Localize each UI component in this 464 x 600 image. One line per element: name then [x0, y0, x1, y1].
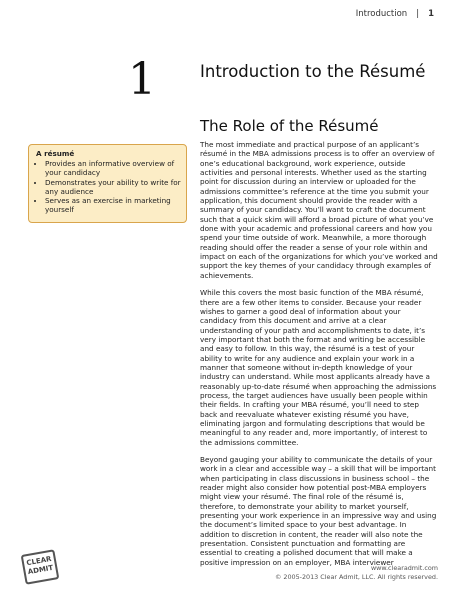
- sidebar-title: A résumé: [36, 149, 75, 158]
- running-header: [356, 9, 434, 19]
- chapter-number: 1: [128, 54, 156, 105]
- section-heading: The Role of the Résumé: [200, 117, 379, 135]
- page-number: 1: [428, 9, 434, 19]
- sidebar-item: • Demonstrates your ability to write for any audience: [45, 178, 181, 196]
- chapter-title: Introduction to the Résumé: [200, 62, 426, 81]
- footer-copyright: © 2005-2013 Clear Admit, LLC. All rights reserved.: [274, 573, 438, 581]
- paragraph: The most immediate and practical purpose of an applicant’s résumé in the MBA admissions process is to offer an overview of one’s educational background, work experience, outside activities and personal interests. Whether used as the starting point for discussion during an interview or uploaded for the admissions committee’s reference at the time you submit your application, this document should provide the reader with a summary of your candidacy. You’ll want to craft the document such that a quick skim will afford a broad picture of what you’ve done with your academic and professional careers and how you spend your time outside of work. Meanwhile, a more thorough reading should offer the reader a sense of your role within and impact on each of the organizations for which you’ve worked and support the key themes of your candidacy through examples of achievements.: [200, 140, 438, 280]
- body-text: [200, 140, 438, 575]
- header-section: Introduction: [355, 9, 408, 19]
- paragraph: Beyond gauging your ability to communicate the details of your work in a clear and accessible way – a skill that will be important when participating in class discussions in business school – the reader might also consider how potential post-MBA employers might view your résumé. The final role of the résumé is, therefore, to demonstrate your ability to market yourself, presenting your work experience in an impressive way and using the document’s limited space to your best advantage. In addition to discretion in content, the reader will also note the presentation. Consistent punctuation and formatting are essential to creating a polished document that will make a positive impression on an employer, MBA interviewer: [200, 455, 437, 567]
- sidebar-item: • Provides an informative overview of your candidacy: [45, 159, 181, 177]
- logo-line: ADMIT: [27, 563, 54, 577]
- footer: [275, 564, 438, 582]
- footer-url[interactable]: www.clearadmit.com: [370, 564, 438, 572]
- sidebar-box: [28, 144, 187, 223]
- sidebar-list: [36, 159, 181, 214]
- sidebar-item: • Serves as an exercise in marketing yourself: [45, 196, 181, 214]
- paragraph: While this covers the most basic function of the MBA résumé, there are a few other items to consider. Because your reader wishes to garner a good deal of information about your candidacy from this document and arrive at a clear understanding of your path and accomplishments to date, it’s very important that both the format and writing be accessible and easy to follow. In this way, the résumé is a test of your ability to write for any audience and explain your work in a manner that someone without in-depth knowledge of your industry can understand. While most applicants already have a reasonably up-to-date résumé when approaching the admissions process, the target audiences have usually been people within their fields. In crafting your MBA résumé, you’ll need to step back and reevaluate whatever existing résumé you have, eliminating jargon and formulating descriptions that would be meaningful to any reader and, more importantly, of interest to the admissions committee.: [200, 288, 437, 447]
- header-separator: |: [416, 9, 420, 19]
- logo-line: CLEAR: [25, 554, 53, 568]
- clear-admit-logo: [21, 549, 60, 584]
